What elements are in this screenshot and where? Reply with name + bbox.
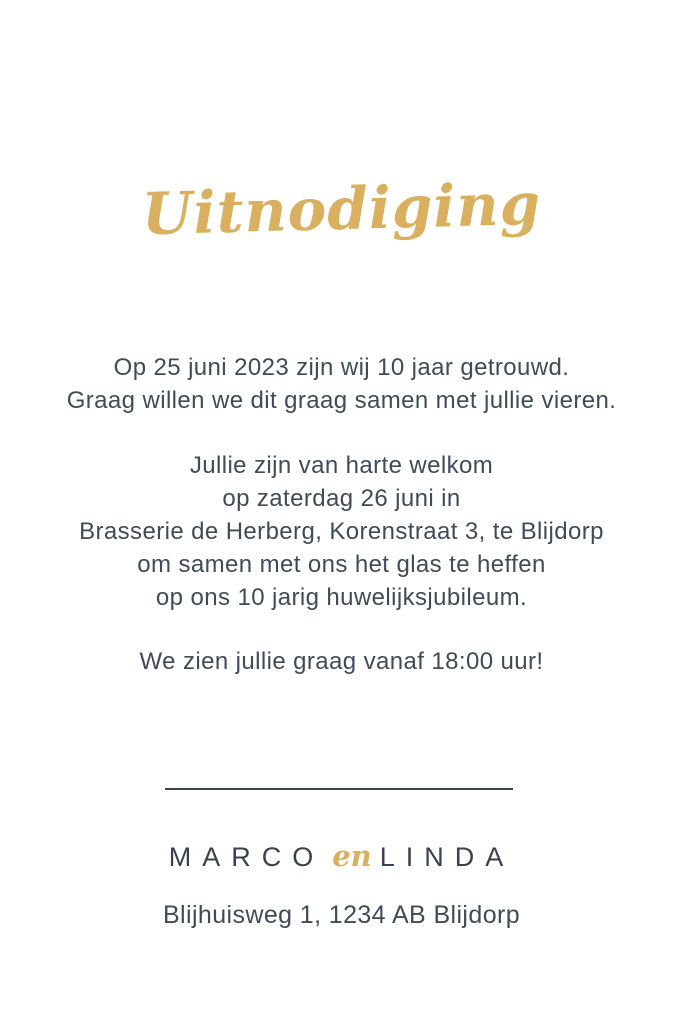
intro-line: Op 25 juni 2023 zijn wij 10 jaar getrouwd. — [113, 354, 570, 381]
details-line: om samen met ons het glas te heffen — [137, 551, 546, 578]
card-title: Uitnodiging — [141, 169, 542, 249]
name-first: MARCO — [168, 842, 325, 872]
name-second: LINDA — [379, 842, 515, 872]
name-connector: en — [332, 839, 372, 873]
names-line — [0, 836, 683, 877]
address-line: Blijhuisweg 1, 1234 AB Blijdorp — [162, 901, 521, 929]
details-paragraph — [0, 449, 683, 614]
intro-paragraph — [0, 351, 683, 417]
details-line: Brasserie de Herberg, Korenstraat 3, te Blijdorp — [79, 518, 604, 545]
details-line: op ons 10 jarig huwelijksjubileum. — [155, 584, 528, 611]
intro-line: Graag willen we dit graag samen met jullie vieren. — [66, 387, 617, 414]
closing-line: We zien jullie graag vanaf 18:00 uur! — [139, 648, 544, 675]
details-line: Jullie zijn van harte welkom — [189, 452, 494, 479]
divider-line — [165, 788, 513, 790]
details-line: op zaterdag 26 juni in — [222, 485, 461, 512]
